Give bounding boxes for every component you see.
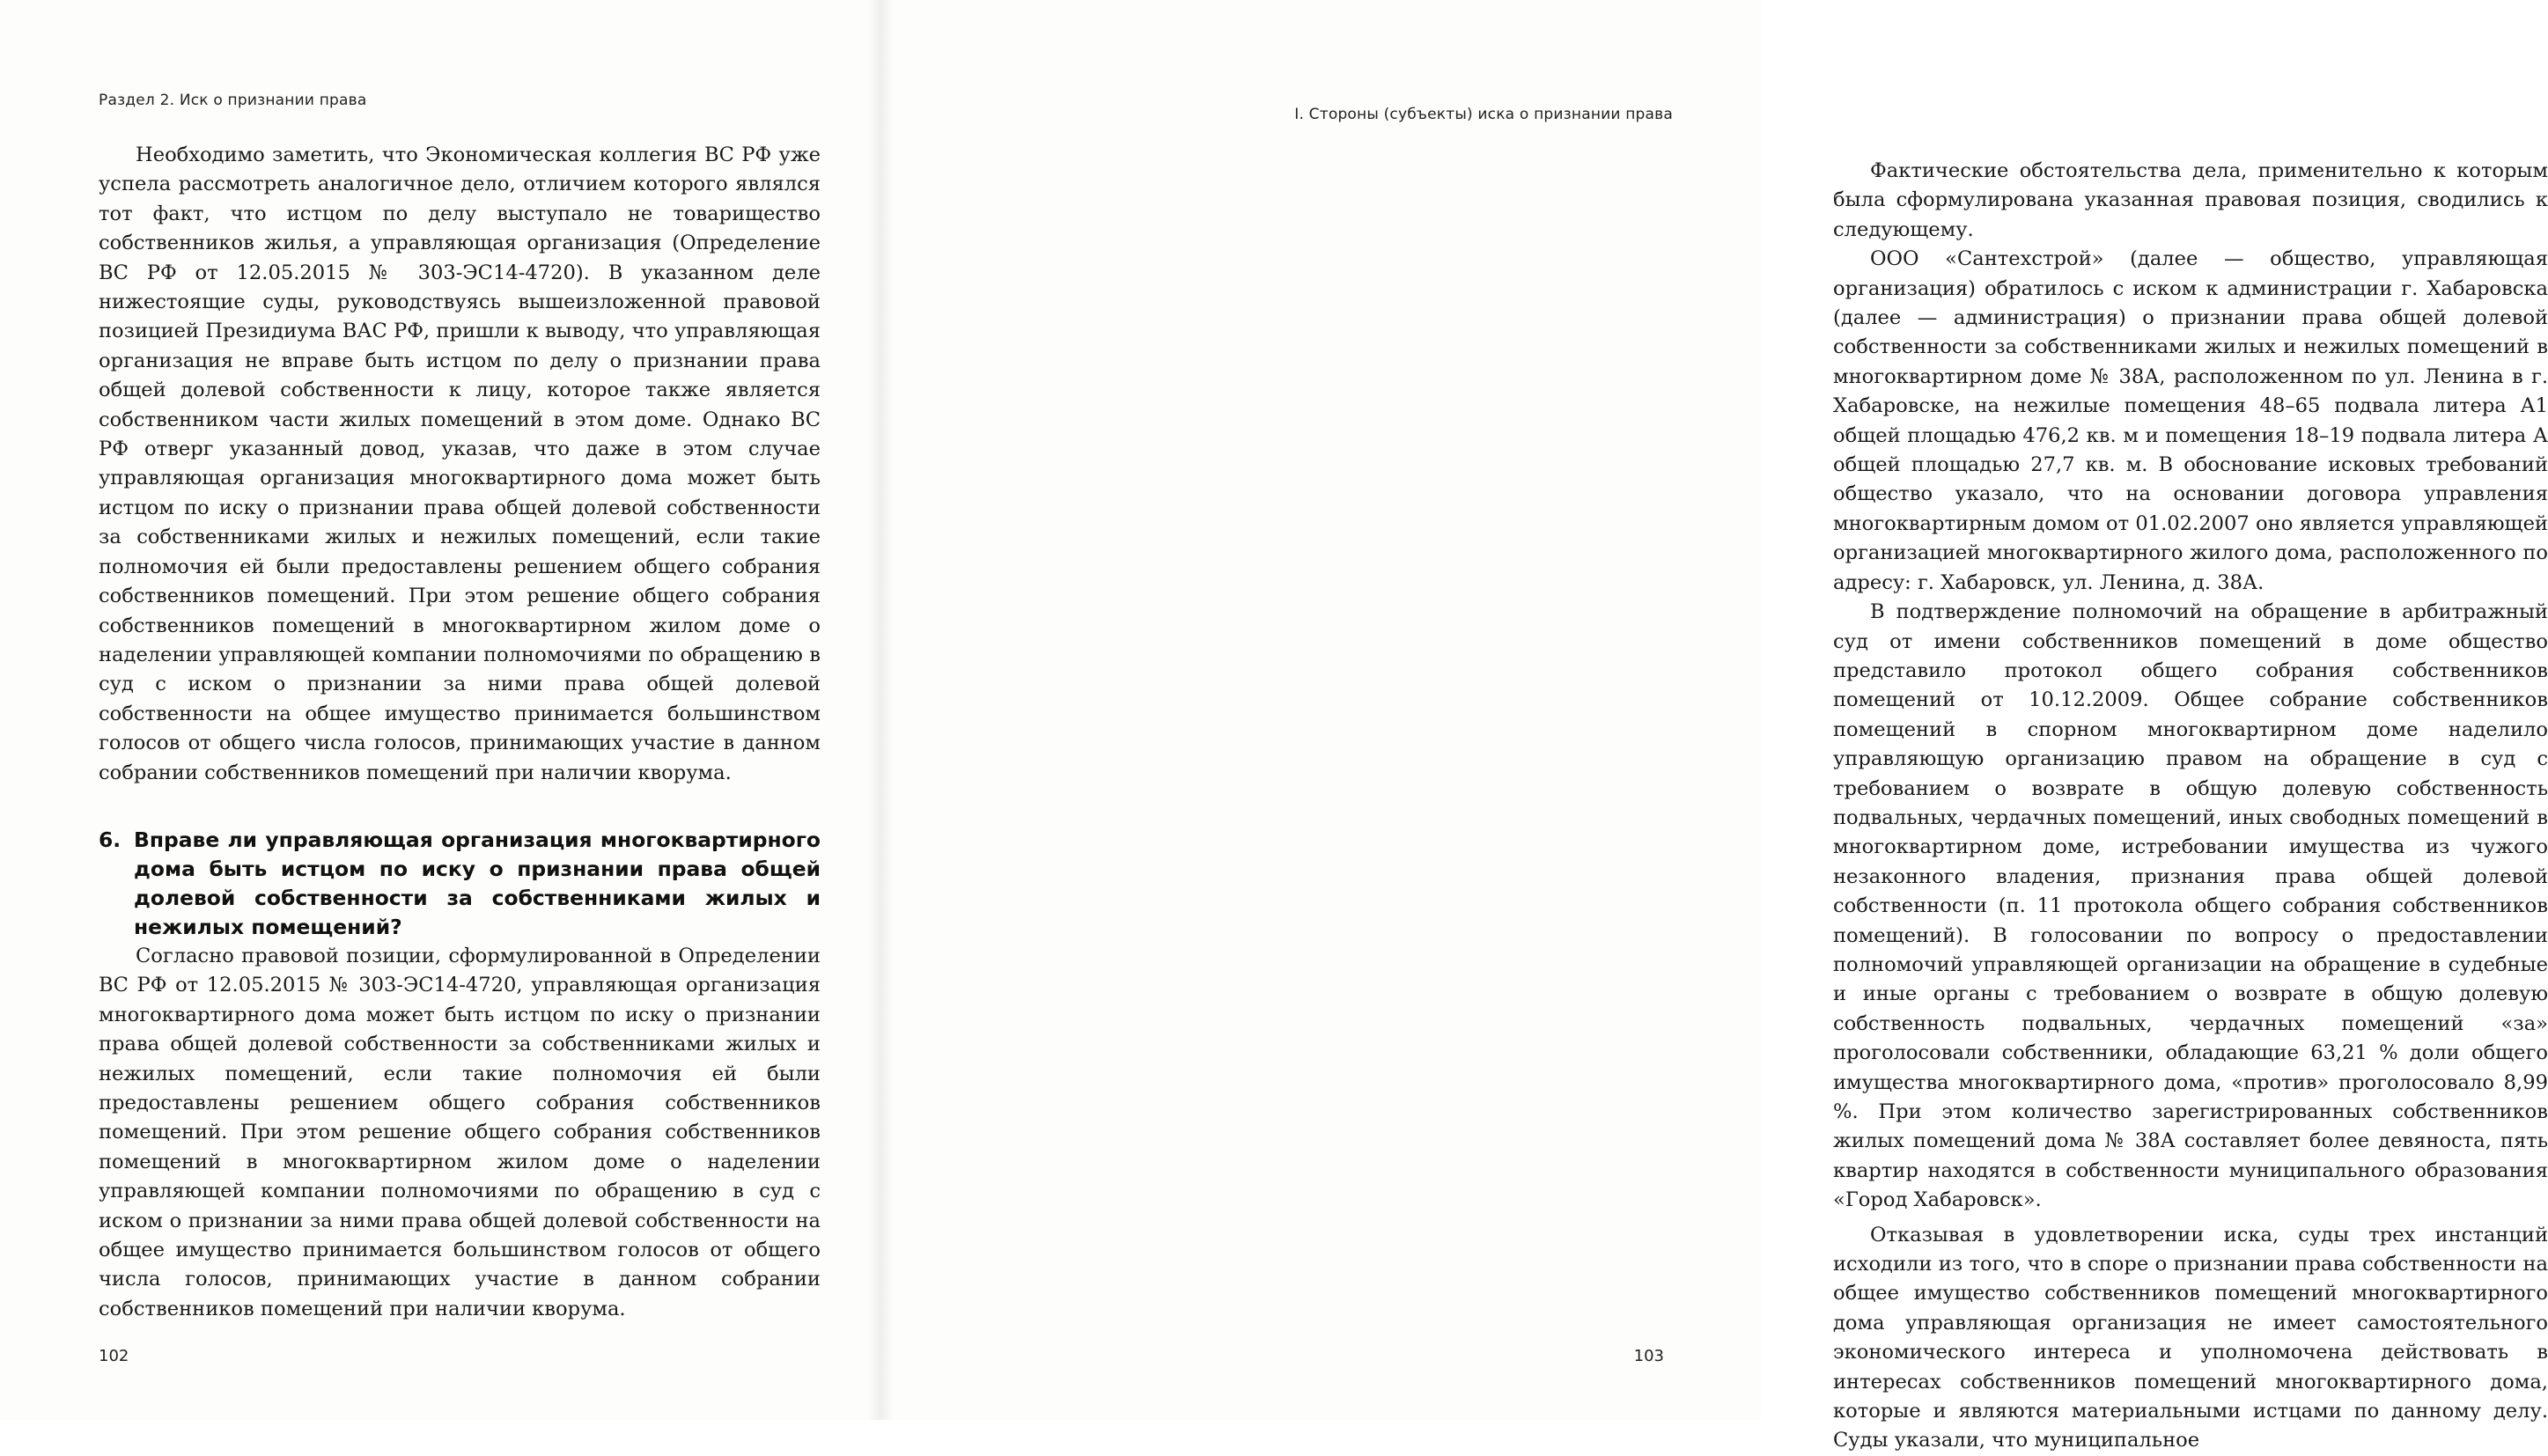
page-number-right: 103 xyxy=(1633,1347,1664,1365)
page-number-left: 102 xyxy=(99,1347,129,1365)
running-head-right: I. Стороны (субъекты) иска о признании права xyxy=(1294,106,1673,123)
section-heading xyxy=(99,826,821,942)
book-gutter xyxy=(867,0,894,1420)
paragraph: Фактические обстоятельства дела, применительно к которым была сформулирована указанная правовая позиция, сводились к следующему. xyxy=(1833,159,2548,241)
running-head-left: Раздел 2. Иск о признании права xyxy=(99,92,367,109)
paragraph: В подтверждение полномочий на обращение в арбитражный суд от имени собственников помещений в доме общество представило протокол общего собрания собственников помещений от 10.12.2009. Общее собрание собственников помещений в спорном многоквартирном доме наделило управляющую организацию правом на обращение в суд с требованием о возврате в общую долевую собственность подвальных, чердачных помещений, иных свободных помещений в многоквартирном доме, истребовании имущества из чужого незаконного владения, признания права общей долевой собственности (п. 11 протокола общего собрания собственников помещений). В голосовании по вопросу о предоставлении полномочий управляющей организации на обращение в судебные и иные органы с требованием о возврате в общую долевую собственность подвальных, чердачных помещений «за» проголосовали собственники, обладающие 63,21 % доли общего имущества многоквартирного дома, «против» проголосовало 8,99 %. При этом количество зарегистрированных собственников жилых помещений дома № 38А составляет более девяноста, пять квартир находятся в собственности муниципального образования «Город Хабаровск». xyxy=(1833,600,2548,1212)
right-page xyxy=(880,0,2548,1452)
right-body xyxy=(1833,157,2548,1456)
paragraph: Согласно правовой позиции, сформулированной в Определении ВС РФ от 12.05.2015 № 303-ЭС14-4720, управляющая организация многоквартирного дома может быть истцом по иску о признании права общей долевой собственности за собственниками жилых и нежилых помещений, если такие полномочия ей были предоставлены решением общего собрания собственников помещений. При этом решение общего собрания собственников помещений в многоквартирном жилом доме о наделении управляющей компании полномочиями по обращению в суд с иском о признании за ними права общей долевой собственности на общее имущество принимается большинством голосов от общего числа голосов, принимающих участие в данном собрании собственников помещений при наличии кворума. xyxy=(99,945,821,1320)
section-number: 6. xyxy=(99,827,122,852)
paragraph: Отказывая в удовлетворении иска, суды трех инстанций исходили из того, что в споре о признании права собственности на общее имущество собственников помещений многоквартирного дома управляющая организация не имеет самостоятельного экономического интереса и уполномочена действовать в интересах собственников помещений многоквартирного дома, которые и являются материальными истцами по данному делу. Суды указали, что муниципальное xyxy=(1833,1223,2548,1452)
paragraph: ООО «Сантехстрой» (далее — общество, управляющая организация) обратилось с иском к администрации г. Хабаровска (далее — администрация) о признании права общей долевой собственности за собственниками жилых и нежилых помещений в многоквартирном доме № 38А, расположенном по ул. Ленина в г. Хабаровске, на нежилые помещения 48–65 подвала литера А1 общей площадью 476,2 кв. м и помещения 18–19 подвала литера А общей площадью 27,7 кв. м. В обоснование исковых требований общество указало, что на основании договора управления многоквартирным домом от 01.02.2007 оно является управляющей организацией многоквартирного жилого дома, расположенного по адресу: г. Хабаровск, ул. Ленина, д. 38А. xyxy=(1833,247,2548,594)
left-body xyxy=(99,141,821,788)
left-section-6 xyxy=(99,826,821,1324)
paragraph: Необходимо заметить, что Экономическая коллегия ВС РФ уже успела рассмотреть аналогичное дело, отличием которого являлся тот факт, что истцом по делу выступало не товарищество собственников жилья, а управляющая организация (Определение ВС РФ от 12.05.2015 № 303-ЭС14-4720). В указанном деле нижестоящие суды, руководствуясь вышеизложенной правовой позицией Президиума ВАС РФ, пришли к выводу, что управляющая организация не вправе быть истцом по делу о признании права общей долевой собственности к лицу, которое также является собственником части жилых помещений в этом доме. Однако ВС РФ отверг указанный довод, указав, что даже в этом случае управляющая организация многоквартирного дома может быть истцом по иску о признании права общей долевой собственности за собственниками жилых и нежилых помещений, если такие полномочия ей были предоставлены решением общего собрания собственников помещений. При этом решение общего собрания собственников помещений в многоквартирном жилом доме о наделении управляющей компании полномочиями по обращению в суд с иском о признании за ними права общей долевой собственности на общее имущество принимается большинством голосов от общего числа голосов, принимающих участие в данном собрании собственников помещений при наличии кворума. xyxy=(99,143,821,784)
left-page xyxy=(0,0,880,1420)
section-title: Вправе ли управляющая организация многоквартирного дома быть истцом по иску о признании права общей долевой собственности за собственниками жилых и нежилых помещений? xyxy=(134,827,821,939)
